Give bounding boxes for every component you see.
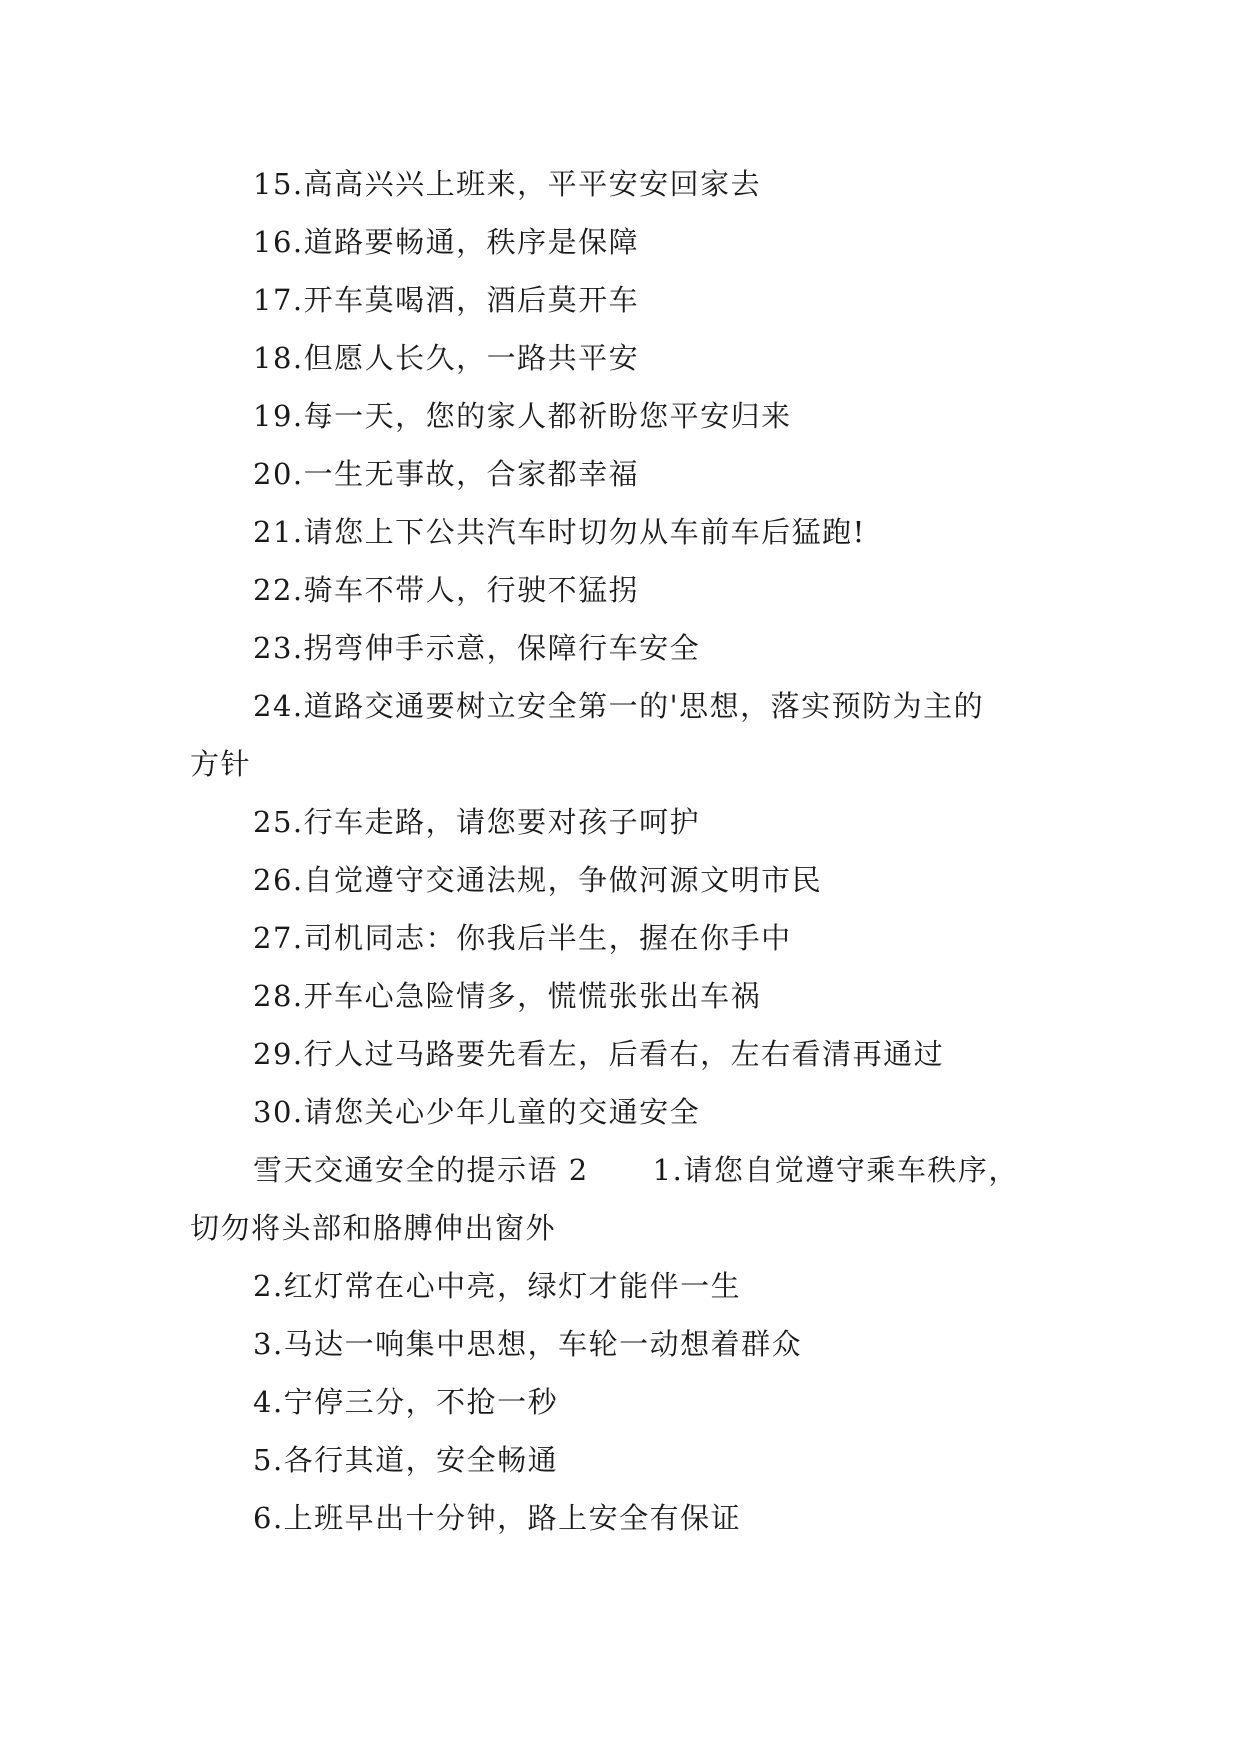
text-line: 2.红灯常在心中亮，绿灯才能伴一生	[253, 1269, 742, 1303]
text-line: 20.一生无事故，合家都幸福	[253, 457, 640, 491]
text-line: 4.宁停三分，不抢一秒	[253, 1385, 559, 1419]
text-line: 3.马达一响集中思想，车轮一动想着群众	[253, 1327, 803, 1361]
text-line: 28.开车心急险情多，慌慌张张出车祸	[253, 979, 762, 1013]
text-line-continuation: 方针	[190, 747, 252, 781]
document-body	[190, 155, 1090, 1547]
text-line: 30.请您关心少年儿童的交通安全	[253, 1095, 701, 1129]
text-line: 5.各行其道，安全畅通	[253, 1443, 559, 1477]
text-line: 25.行车走路，请您要对孩子呵护	[253, 805, 701, 839]
text-line: 16.道路要畅通，秩序是保障	[253, 225, 640, 259]
section-first-item: 1.请您自觉遵守乘车秩序，	[652, 1153, 1019, 1187]
text-line: 15.高高兴兴上班来，平平安安回家去	[253, 167, 762, 201]
text-line: 21.请您上下公共汽车时切勿从车前车后猛跑!	[253, 515, 866, 549]
text-line: 24.道路交通要树立安全第一的'思想，落实预防为主的	[253, 689, 985, 723]
text-line: 29.行人过马路要先看左，后看右，左右看清再通过	[253, 1037, 945, 1071]
text-line: 18.但愿人长久，一路共平安	[253, 341, 640, 375]
text-line-continuation: 切勿将头部和胳膊伸出窗外	[190, 1211, 557, 1245]
text-line: 27.司机同志：你我后半生，握在你手中	[253, 921, 792, 955]
text-line: 6.上班早出十分钟，路上安全有保证	[253, 1501, 742, 1535]
section-heading: 雪天交通安全的提示语 2	[253, 1153, 589, 1187]
section-heading-line	[190, 1141, 1090, 1199]
text-line: 17.开车莫喝酒，酒后莫开车	[253, 283, 640, 317]
text-line: 22.骑车不带人，行驶不猛拐	[253, 573, 640, 607]
text-line: 19.每一天，您的家人都祈盼您平安归来	[253, 399, 792, 433]
text-line: 26.自觉遵守交通法规，争做河源文明市民	[253, 863, 823, 897]
text-line: 23.拐弯伸手示意，保障行车安全	[253, 631, 701, 665]
